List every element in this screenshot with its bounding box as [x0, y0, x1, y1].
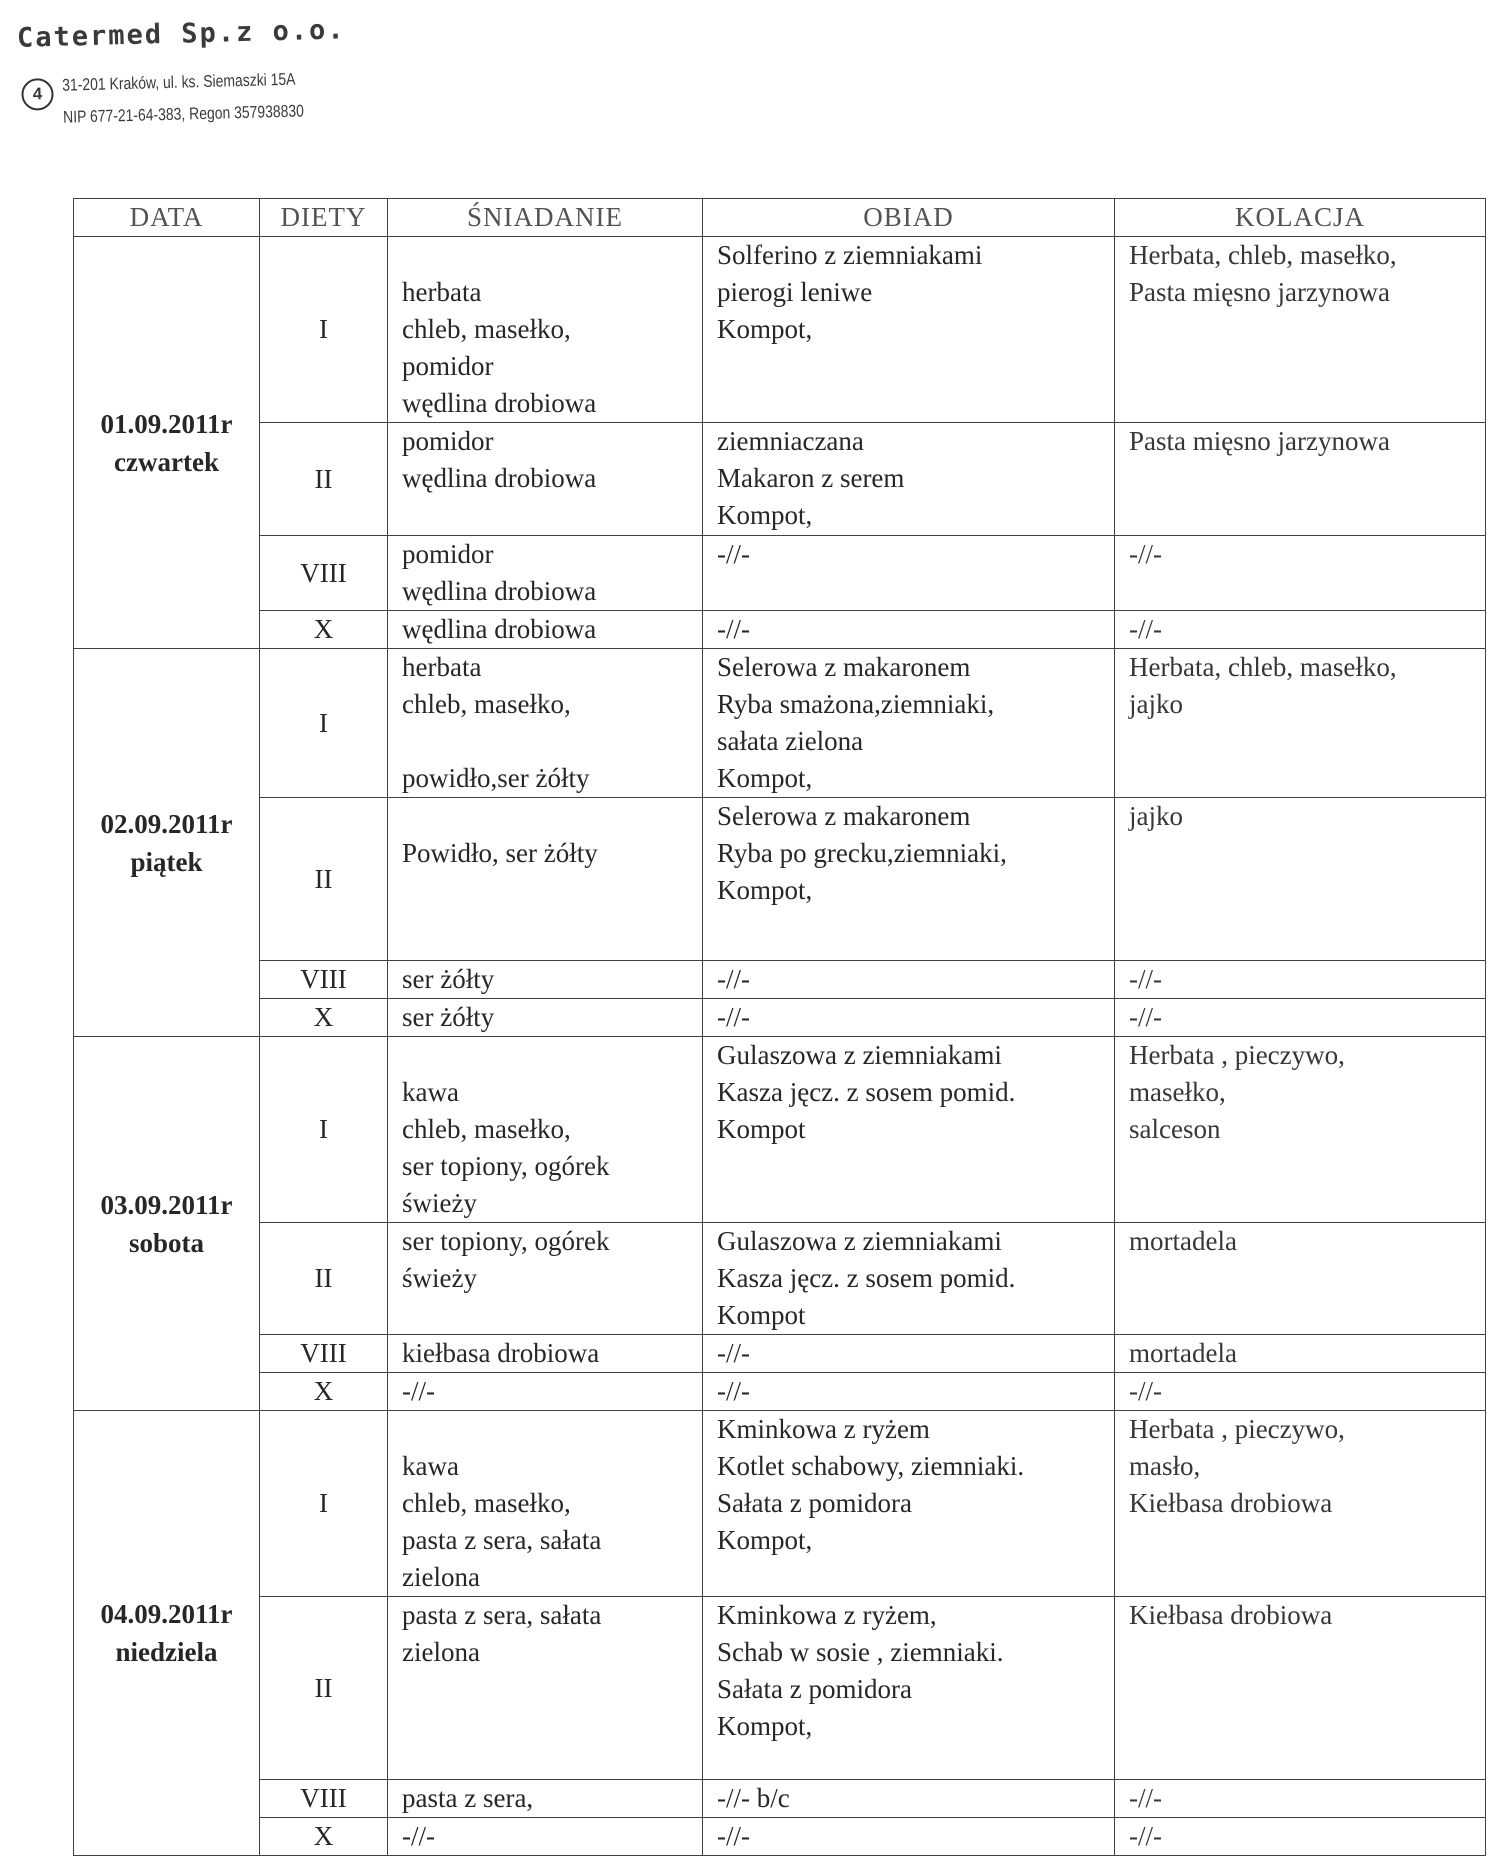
weekday-value: sobota — [128, 1227, 204, 1258]
supper-cell: mortadela — [1115, 1223, 1486, 1335]
breakfast-cell: herbata chleb, masełko, pomidor wędlina drobiowa — [388, 237, 703, 423]
diet-cell: VIII — [260, 1780, 388, 1818]
table-row — [74, 1818, 1486, 1856]
lunch-cell: -//- — [703, 961, 1115, 999]
diet-cell: I — [260, 1037, 388, 1223]
supper-cell: -//- — [1115, 1780, 1486, 1818]
diet-cell: II — [260, 798, 388, 961]
breakfast-cell: ser topiony, ogórek świeży — [388, 1223, 703, 1335]
diet-cell: X — [260, 1818, 388, 1856]
lunch-cell: -//- — [703, 611, 1115, 649]
breakfast-cell: pomidor wędlina drobiowa — [388, 536, 703, 611]
lunch-cell: Gulaszowa z ziemniakami Kasza jęcz. z sosem pomid. Kompot — [703, 1037, 1115, 1223]
supper-cell: -//- — [1115, 536, 1486, 611]
header-supper: KOLACJA — [1115, 199, 1486, 237]
table-row — [74, 611, 1486, 649]
table-row — [74, 1780, 1486, 1818]
diet-menu-table — [73, 198, 1486, 1856]
table-row — [74, 1411, 1486, 1597]
diet-cell: X — [260, 611, 388, 649]
diet-cell: I — [260, 649, 388, 798]
diet-cell: VIII — [260, 536, 388, 611]
header-diets: DIETY — [260, 199, 388, 237]
date-cell — [74, 237, 260, 649]
table-row — [74, 237, 1486, 423]
table-row — [74, 423, 1486, 536]
supper-cell: -//- — [1115, 611, 1486, 649]
table-row — [74, 999, 1486, 1037]
supper-cell: Pasta mięsno jarzynowa — [1115, 423, 1486, 536]
supper-cell: Kiełbasa drobiowa — [1115, 1597, 1486, 1780]
company-stamp — [13, 13, 396, 133]
date-cell — [74, 649, 260, 1037]
header-breakfast: ŚNIADANIE — [388, 199, 703, 237]
diet-cell: I — [260, 1411, 388, 1597]
table-row — [74, 1037, 1486, 1223]
breakfast-cell: ser żółty — [388, 961, 703, 999]
stamp-company-name: Catermed Sp.z o.o. — [16, 14, 346, 54]
stamp-number-badge: 4 — [21, 78, 54, 111]
weekday-value: niedziela — [115, 1637, 218, 1667]
weekday-value: piątek — [130, 846, 203, 877]
table-row — [74, 798, 1486, 961]
lunch-cell: -//- — [703, 536, 1115, 611]
table-row — [74, 1335, 1486, 1373]
supper-cell: Herbata, chleb, masełko, Pasta mięsno jarzynowa — [1115, 237, 1486, 423]
breakfast-cell: Powidło, ser żółty — [388, 798, 703, 961]
lunch-cell: Selerowa z makaronem Ryba smażona,ziemniaki, sałata zielona Kompot, — [703, 649, 1115, 798]
header-row — [74, 199, 1486, 237]
supper-cell: Herbata, chleb, masełko, jajko — [1115, 649, 1486, 798]
stamp-address: 31-201 Kraków, ul. ks. Siemaszki 15A — [62, 69, 296, 95]
breakfast-cell: pasta z sera, — [388, 1780, 703, 1818]
supper-cell: Herbata , pieczywo, masło, Kiełbasa drobiowa — [1115, 1411, 1486, 1597]
date-value: 02.09.2011r — [100, 808, 233, 839]
date-cell — [74, 1037, 260, 1411]
supper-cell: -//- — [1115, 961, 1486, 999]
table-row — [74, 961, 1486, 999]
diet-cell: VIII — [260, 1335, 388, 1373]
date-value: 01.09.2011r — [100, 408, 233, 439]
table-row — [74, 1373, 1486, 1411]
breakfast-cell: kiełbasa drobiowa — [388, 1335, 703, 1373]
breakfast-cell: -//- — [388, 1373, 703, 1411]
breakfast-cell: kawa chleb, masełko, ser topiony, ogórek świeży — [388, 1037, 703, 1223]
breakfast-cell: -//- — [388, 1818, 703, 1856]
breakfast-cell: wędlina drobiowa — [388, 611, 703, 649]
lunch-cell: -//- — [703, 1335, 1115, 1373]
table-row — [74, 1223, 1486, 1335]
lunch-cell: -//- — [703, 999, 1115, 1037]
stamp-tax-ids: NIP 677-21-64-383, Regon 357938830 — [62, 101, 305, 127]
diet-cell: II — [260, 1597, 388, 1780]
date-cell — [74, 1411, 260, 1856]
header-lunch: OBIAD — [703, 199, 1115, 237]
table-row — [74, 1597, 1486, 1780]
weekday-value: czwartek — [114, 446, 219, 477]
date-value: 03.09.2011r — [100, 1189, 233, 1220]
breakfast-cell: pomidor wędlina drobiowa — [388, 423, 703, 536]
breakfast-cell: kawa chleb, masełko, pasta z sera, sałata zielona — [388, 1411, 703, 1597]
diet-cell: II — [260, 1223, 388, 1335]
lunch-cell: Gulaszowa z ziemniakami Kasza jęcz. z sosem pomid. Kompot — [703, 1223, 1115, 1335]
supper-cell: jajko — [1115, 798, 1486, 961]
header-date: DATA — [74, 199, 260, 237]
lunch-cell: -//- — [703, 1818, 1115, 1856]
date-value: 04.09.2011r — [100, 1599, 233, 1629]
lunch-cell: Solferino z ziemniakami pierogi leniwe Kompot, — [703, 237, 1115, 423]
lunch-cell: Kminkowa z ryżem, Schab w sosie , ziemniaki. Sałata z pomidora Kompot, — [703, 1597, 1115, 1780]
diet-cell: I — [260, 237, 388, 423]
supper-cell: mortadela — [1115, 1335, 1486, 1373]
lunch-cell: Selerowa z makaronem Ryba po grecku,ziemniaki, Kompot, — [703, 798, 1115, 961]
lunch-cell: Kminkowa z ryżem Kotlet schabowy, ziemniaki. Sałata z pomidora Kompot, — [703, 1411, 1115, 1597]
table-row — [74, 649, 1486, 798]
diet-cell: X — [260, 1373, 388, 1411]
lunch-cell: -//- b/c — [703, 1780, 1115, 1818]
breakfast-cell: ser żółty — [388, 999, 703, 1037]
supper-cell: Herbata , pieczywo, masełko, salceson — [1115, 1037, 1486, 1223]
breakfast-cell: pasta z sera, sałata zielona — [388, 1597, 703, 1780]
breakfast-cell: herbata chleb, masełko, powidło,ser żółty — [388, 649, 703, 798]
diet-cell: VIII — [260, 961, 388, 999]
supper-cell: -//- — [1115, 1373, 1486, 1411]
table-row — [74, 536, 1486, 611]
diet-cell: X — [260, 999, 388, 1037]
lunch-cell: ziemniaczana Makaron z serem Kompot, — [703, 423, 1115, 536]
supper-cell: -//- — [1115, 1818, 1486, 1856]
diet-cell: II — [260, 423, 388, 536]
lunch-cell: -//- — [703, 1373, 1115, 1411]
supper-cell: -//- — [1115, 999, 1486, 1037]
